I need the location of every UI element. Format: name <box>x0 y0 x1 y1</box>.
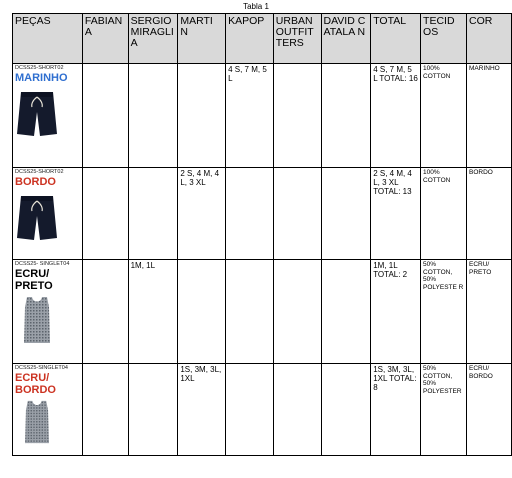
cell-total: 2 S, 4 M, 4 L, 3 XL TOTAL: 13 <box>371 168 421 260</box>
singlet-image <box>15 399 59 445</box>
cell-fabiana <box>82 260 128 364</box>
cell-urban <box>273 168 321 260</box>
product-color-name: MARINHO <box>15 72 68 84</box>
product-color-name: ECRU/ PRETO <box>15 268 53 292</box>
shorts-image <box>15 88 59 140</box>
shorts-image <box>15 192 59 244</box>
product-color-name: ECRU/ BORDO <box>15 372 56 396</box>
cell-cor: ECRU/ BORDO <box>467 364 512 456</box>
product-cell <box>13 260 83 364</box>
cell-kapop <box>226 168 274 260</box>
cell-martin: 1S, 3M, 3L, 1XL <box>178 364 226 456</box>
header-kapop: KAPOP <box>226 14 274 64</box>
header-cor: COR <box>467 14 512 64</box>
cell-david <box>321 364 371 456</box>
product-cell <box>13 64 83 168</box>
product-code: DCSS25-SHORT02 <box>15 65 64 71</box>
cell-total: 1S, 3M, 3L, 1XL TOTAL: 8 <box>371 364 421 456</box>
cell-martin: 2 S, 4 M, 4 L, 3 XL <box>178 168 226 260</box>
cell-urban <box>273 64 321 168</box>
cell-fabiana <box>82 364 128 456</box>
cell-tecidos: 100% COTTON <box>421 168 467 260</box>
cell-cor: MARINHO <box>467 64 512 168</box>
cell-sergio <box>128 364 178 456</box>
cell-sergio <box>128 64 178 168</box>
product-cell <box>13 364 83 456</box>
product-code: DCSS25- SINGLET04 <box>15 261 70 267</box>
table-row <box>13 168 512 260</box>
product-color-name: BORDO <box>15 176 56 188</box>
cell-fabiana <box>82 168 128 260</box>
cell-david <box>321 260 371 364</box>
header-sergio: SERGIO MIRAGLI A <box>128 14 178 64</box>
header-urban: URBAN OUTFIT TERS <box>273 14 321 64</box>
header-tecidos: TECID OS <box>421 14 467 64</box>
product-code: DCSS25-SHORT02 <box>15 169 64 175</box>
cell-sergio: 1M, 1L <box>128 260 178 364</box>
header-fabiana: FABIAN A <box>82 14 128 64</box>
cell-tecidos: 50% COTTON, 50% POLYESTE R <box>421 260 467 364</box>
cell-total: 4 S, 7 M, 5 L TOTAL: 16 <box>371 64 421 168</box>
cell-urban <box>273 260 321 364</box>
table-row <box>13 260 512 364</box>
singlet-image <box>15 295 59 345</box>
product-code: DCSS25-SINGLET04 <box>15 365 68 371</box>
header-row <box>13 14 512 64</box>
header-martin: MARTI N <box>178 14 226 64</box>
header-total: TOTAL <box>371 14 421 64</box>
cell-tecidos: 100% COTTON <box>421 64 467 168</box>
product-cell <box>13 168 83 260</box>
table-row <box>13 364 512 456</box>
cell-martin <box>178 64 226 168</box>
cell-kapop <box>226 364 274 456</box>
cell-cor: BORDO <box>467 168 512 260</box>
header-david: DAVID CATALA N <box>321 14 371 64</box>
header-pecas: PEÇAS <box>13 14 83 64</box>
cell-david <box>321 64 371 168</box>
cell-cor: ECRU/ PRETO <box>467 260 512 364</box>
cell-martin <box>178 260 226 364</box>
cell-total: 1M, 1L TOTAL: 2 <box>371 260 421 364</box>
cell-kapop <box>226 260 274 364</box>
order-table <box>12 13 512 456</box>
cell-david <box>321 168 371 260</box>
cell-tecidos: 50% COTTON, 50% POLYESTER <box>421 364 467 456</box>
cell-fabiana <box>82 64 128 168</box>
table-row <box>13 64 512 168</box>
cell-urban <box>273 364 321 456</box>
cell-sergio <box>128 168 178 260</box>
cell-kapop: 4 S, 7 M, 5 L <box>226 64 274 168</box>
table-caption: Tabla 1 <box>243 2 269 11</box>
